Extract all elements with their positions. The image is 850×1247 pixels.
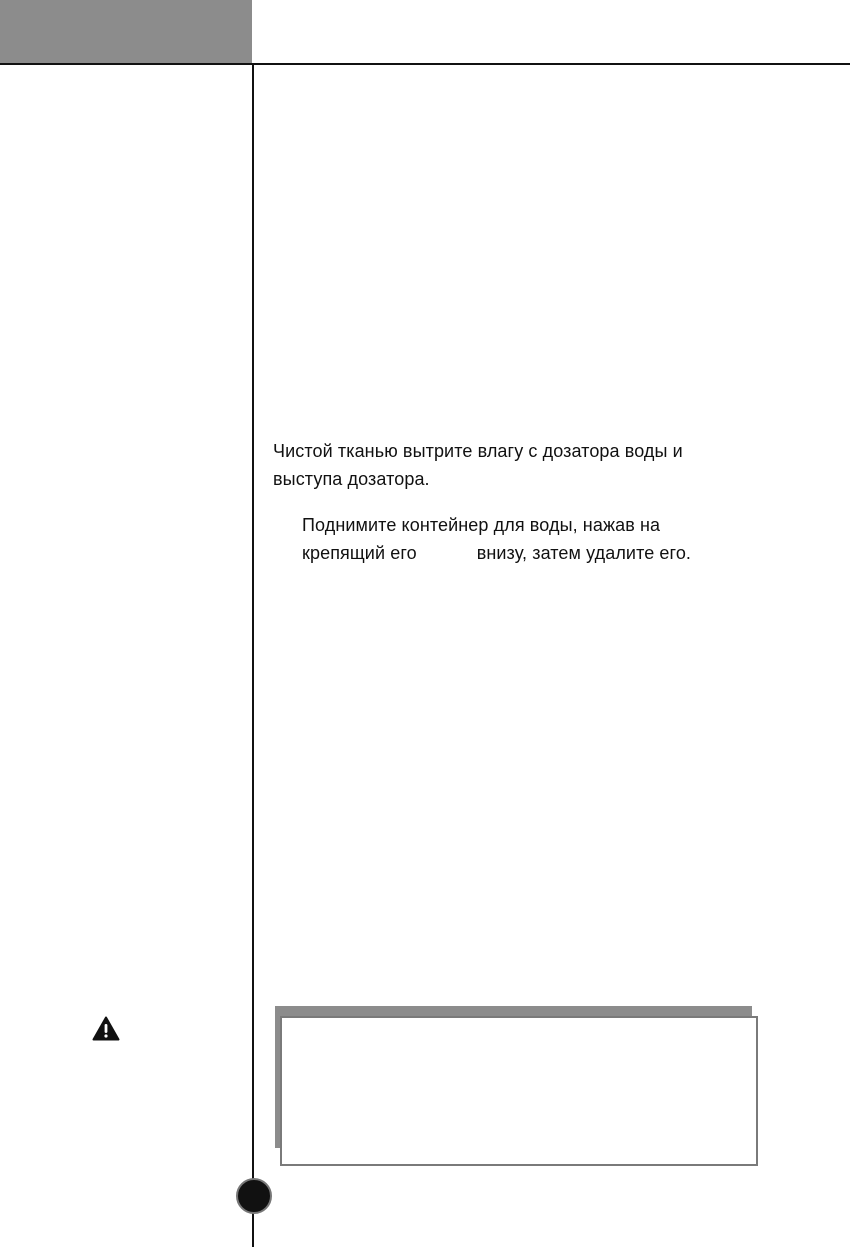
- header-rule: [0, 63, 850, 65]
- instruction-line: Чистой тканью вытрите влагу с дозатора воды и: [273, 441, 683, 461]
- instruction-line-start: крепящий его: [302, 543, 417, 563]
- instruction-paragraph-container: [302, 511, 772, 567]
- margin-vertical-rule: [252, 64, 254, 1247]
- instruction-paragraph-wipe: [273, 437, 773, 493]
- warning-triangle-icon: [92, 1016, 120, 1041]
- header-gray-tab: [0, 0, 252, 64]
- instruction-line-end: внизу, затем удалите его.: [476, 543, 692, 563]
- instruction-line: выступа дозатора.: [273, 469, 430, 489]
- page-number-marker: [236, 1178, 272, 1214]
- instruction-line: Поднимите контейнер для воды, нажав на: [302, 515, 661, 535]
- note-box: [280, 1016, 758, 1166]
